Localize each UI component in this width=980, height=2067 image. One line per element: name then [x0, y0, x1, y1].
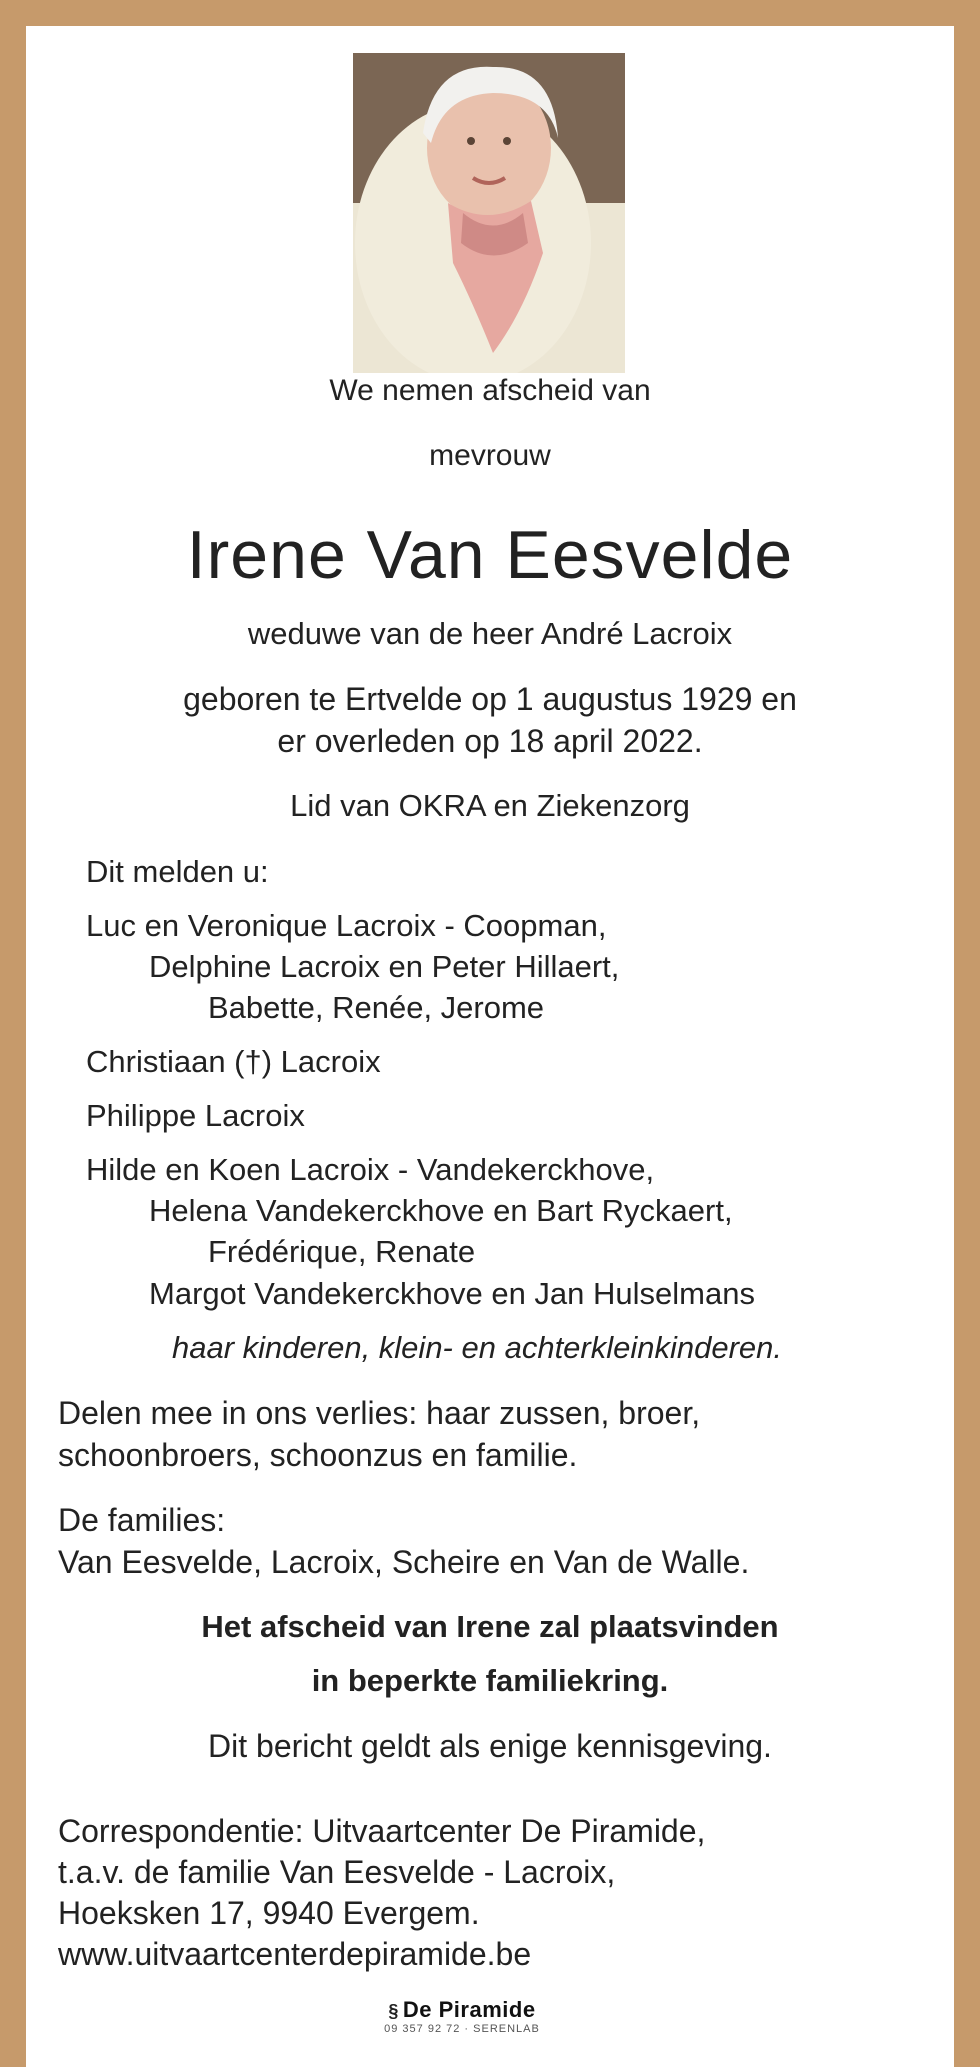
logo-name: De Piramide	[402, 1997, 536, 2022]
family-line-1: Luc en Veronique Lacroix - Coopman,	[86, 908, 607, 943]
portrait-illustration	[353, 53, 625, 373]
deceased-name: Irene Van Eesvelde	[186, 517, 794, 593]
family-line-9: Margot Vandekerckhove en Jan Hulselmans	[149, 1276, 755, 1311]
family-line-7: Helena Vandekerckhove en Bart Ryckaert,	[149, 1193, 733, 1228]
portrait-photo	[353, 53, 625, 373]
funeral-home-logo	[286, 1993, 638, 2041]
membership-line: Lid van OKRA en Ziekenzorg	[290, 788, 690, 823]
title-text: mevrouw	[429, 439, 551, 472]
birth-line-1: geboren te Ertvelde op 1 augustus 1929 en	[183, 681, 797, 717]
website-link[interactable]: www.uitvaartcenterdepiramide.be	[58, 1936, 532, 1972]
family-line-2: Delphine Lacroix en Peter Hillaert,	[149, 949, 620, 984]
announcers-label: Dit melden u:	[86, 854, 269, 889]
correspondence-line-2: t.a.v. de familie Van Eesvelde - Lacroix,	[58, 1854, 616, 1890]
notice-line: Dit bericht geldt als enige kennisgeving.	[208, 1728, 772, 1764]
spouse-line: weduwe van de heer André Lacroix	[247, 616, 733, 651]
death-notice-card	[26, 26, 954, 2067]
family-line-6: Hilde en Koen Lacroix - Vandekerckhove,	[86, 1152, 655, 1187]
farewell-line-2: in beperkte familiekring.	[311, 1663, 669, 1698]
correspondence-line-1: Correspondentie: Uitvaartcenter De Piramide,	[58, 1813, 706, 1849]
families-label: De families:	[58, 1502, 226, 1538]
intro-text: We nemen afscheid van	[329, 374, 651, 407]
birth-line-2: er overleden op 18 april 2022.	[277, 723, 703, 759]
farewell-line-1: Het afscheid van Irene zal plaatsvinden	[201, 1609, 779, 1644]
family-line-5: Philippe Lacroix	[86, 1098, 305, 1133]
family-line-8: Frédérique, Renate	[208, 1234, 476, 1269]
family-line-4: Christiaan (†) Lacroix	[86, 1044, 381, 1079]
sharing-line-2: schoonbroers, schoonzus en familie.	[58, 1437, 578, 1473]
family-line-3: Babette, Renée, Jerome	[208, 990, 545, 1025]
correspondence-line-3: Hoeksken 17, 9940 Evergem.	[58, 1895, 480, 1931]
sharing-line-1: Delen mee in ons verlies: haar zussen, broer,	[58, 1395, 701, 1431]
pyramid-icon: §	[388, 2001, 399, 2021]
families-names: Van Eesvelde, Lacroix, Scheire en Van de Walle.	[58, 1544, 750, 1580]
family-closing: haar kinderen, klein- en achterkleinkinderen.	[172, 1330, 783, 1365]
logo-subtitle: 09 357 92 72 · SERENLAB	[384, 2023, 540, 2035]
